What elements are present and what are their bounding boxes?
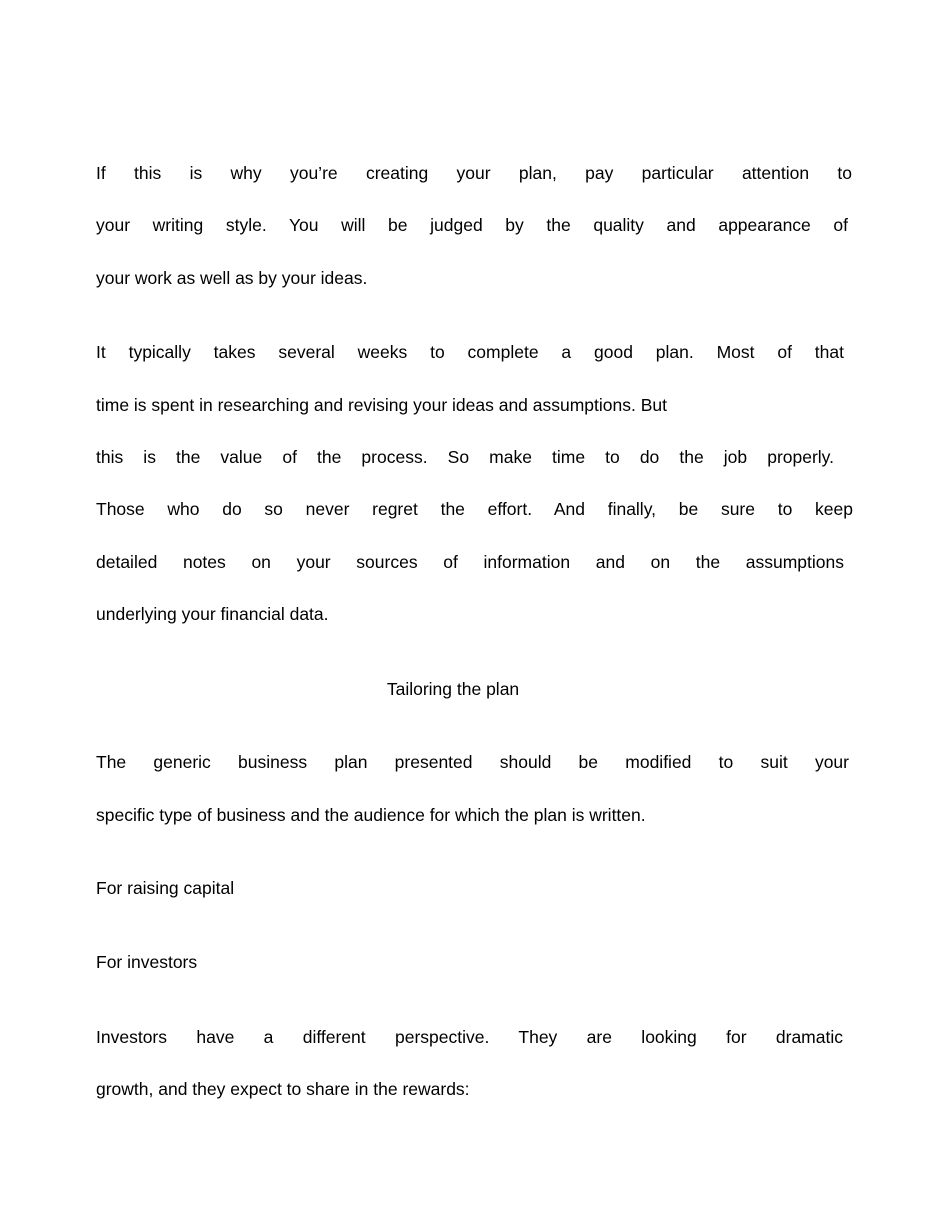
paragraph-2-line-6: underlying your financial data. [96,604,329,624]
paragraph-4-line-1: Investors have a different perspective. They are looking for dramatic [96,1027,843,1047]
paragraph-2-line-2: time is spent in researching and revising your ideas and assumptions. But [96,395,667,415]
paragraph-1-line-1: If this is why you’re creating your plan, pay particular attention to [96,163,852,183]
paragraph-1-line-3: your work as well as by your ideas. [96,268,368,288]
subheading-raising-capital: For raising capital [96,878,235,898]
paragraph-2-line-5: detailed notes on your sources of information and on the assumptions [96,552,844,572]
subheading-investors: For investors [96,952,198,972]
paragraph-2-line-1: It typically takes several weeks to complete a good plan. Most of that [96,342,844,362]
paragraph-3-line-1: The generic business plan presented should be modified to suit your [96,752,849,772]
paragraph-4-line-2: growth, and they expect to share in the rewards: [96,1079,470,1099]
paragraph-1-line-2: your writing style. You will be judged by the quality and appearance of [96,215,848,235]
paragraph-3-line-2: specific type of business and the audience for which the plan is written. [96,805,646,825]
section-heading: Tailoring the plan [386,679,520,699]
paragraph-2-line-4: Those who do so never regret the effort. And finally, be sure to keep [96,499,853,519]
paragraph-2-line-3: this is the value of the process. So make time to do the job properly. [96,447,834,467]
